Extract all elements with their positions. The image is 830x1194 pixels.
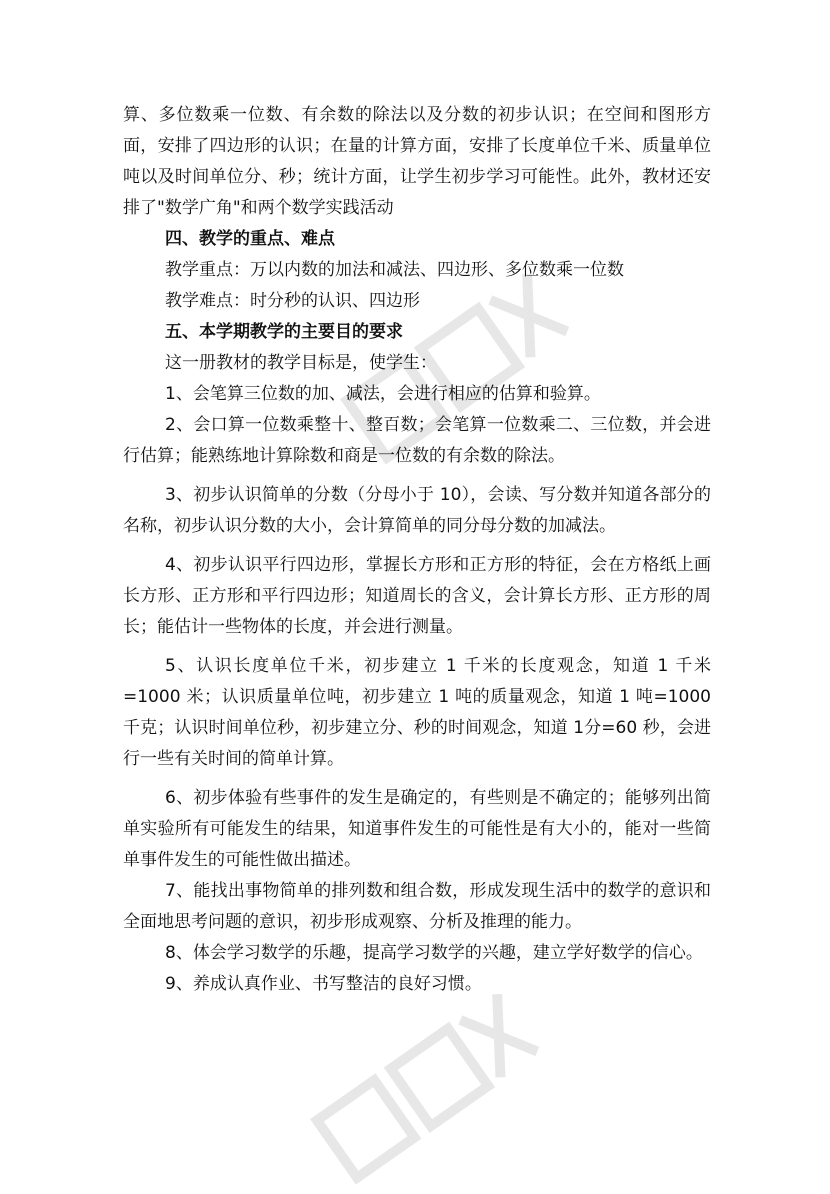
paragraph-teaching-focus: 教学重点：万以内数的加法和减法、四边形、多位数乘一位数 xyxy=(165,260,624,280)
section-heading-key-points: 四、教学的重点、难点 xyxy=(165,229,335,249)
goal-item: 7、能找出事物简单的排列数和组合数，形成发现生活中的数学的意识和全面地思考问题的意识，初步形成观察、分析及推理的能力。 xyxy=(123,881,711,932)
goal-item: 4、初步认识平行四边形，掌握长方形和正方形的特征，会在方格纸上画长方形、正方形和平行四边形；知道周长的含义，会计算长方形、正方形的周长；能估计一些物体的长度，并会进行测量。 xyxy=(123,555,711,637)
section-heading-goals: 五、本学期教学的主要目的要求 xyxy=(165,322,403,342)
watermark-shape-icon xyxy=(300,990,560,1190)
paragraph-intro-continuation: 算、多位数乘一位数、有余数的除法以及分数的初步认识；在空间和图形方面，安排了四边形的认识；在量的计算方面，安排了长度单位千米、质量单位吨以及时间单位分、秒；统计方面，让学生初步学习可能性。此外，教材还安排了"数学广角"和两个数学实践活动 xyxy=(123,105,711,218)
goal-item: 8、体会学习数学的乐趣，提高学习数学的兴趣，建立学好数学的信心。 xyxy=(165,943,703,963)
watermark-logo xyxy=(300,990,560,1190)
goal-item: 2、会口算一位数乘整十、整百数；会笔算一位数乘二、三位数，并会进行估算；能熟练地计算除数和商是一位数的有余数的除法。 xyxy=(123,415,711,466)
goal-item: 5、认识长度单位千米，初步建立 1 千米的长度观念，知道 1 千米=1000 米；认识质量单位吨，初步建立 1 吨的质量观念，知道 1 吨=1000 千克；认识时间单位秒，初步建立分、秒的时间观念，知道 1分=60 秒，会进行一些有关时间的简单计算。 xyxy=(123,656,711,769)
goal-item: 6、初步体验有些事件的发生是确定的，有些则是不确定的；能够列出简单实验所有可能发生的结果，知道事件发生的可能性是有大小的，能对一些简单事件发生的可能性做出描述。 xyxy=(123,788,711,870)
goal-item: 9、养成认真作业、书写整洁的良好习惯。 xyxy=(165,974,482,994)
goal-item: 3、初步认识简单的分数（分母小于 10），会读、写分数并知道各部分的名称，初步认识分数的大小，会计算简单的同分母分数的加减法。 xyxy=(123,485,711,536)
paragraph-teaching-difficulty: 教学难点：时分秒的认识、四边形 xyxy=(165,291,420,311)
paragraph-goals-intro: 这一册教材的教学目标是，使学生： xyxy=(165,353,437,373)
document-body xyxy=(123,100,711,1000)
goal-item: 1、会笔算三位数的加、减法，会进行相应的估算和验算。 xyxy=(165,384,601,404)
